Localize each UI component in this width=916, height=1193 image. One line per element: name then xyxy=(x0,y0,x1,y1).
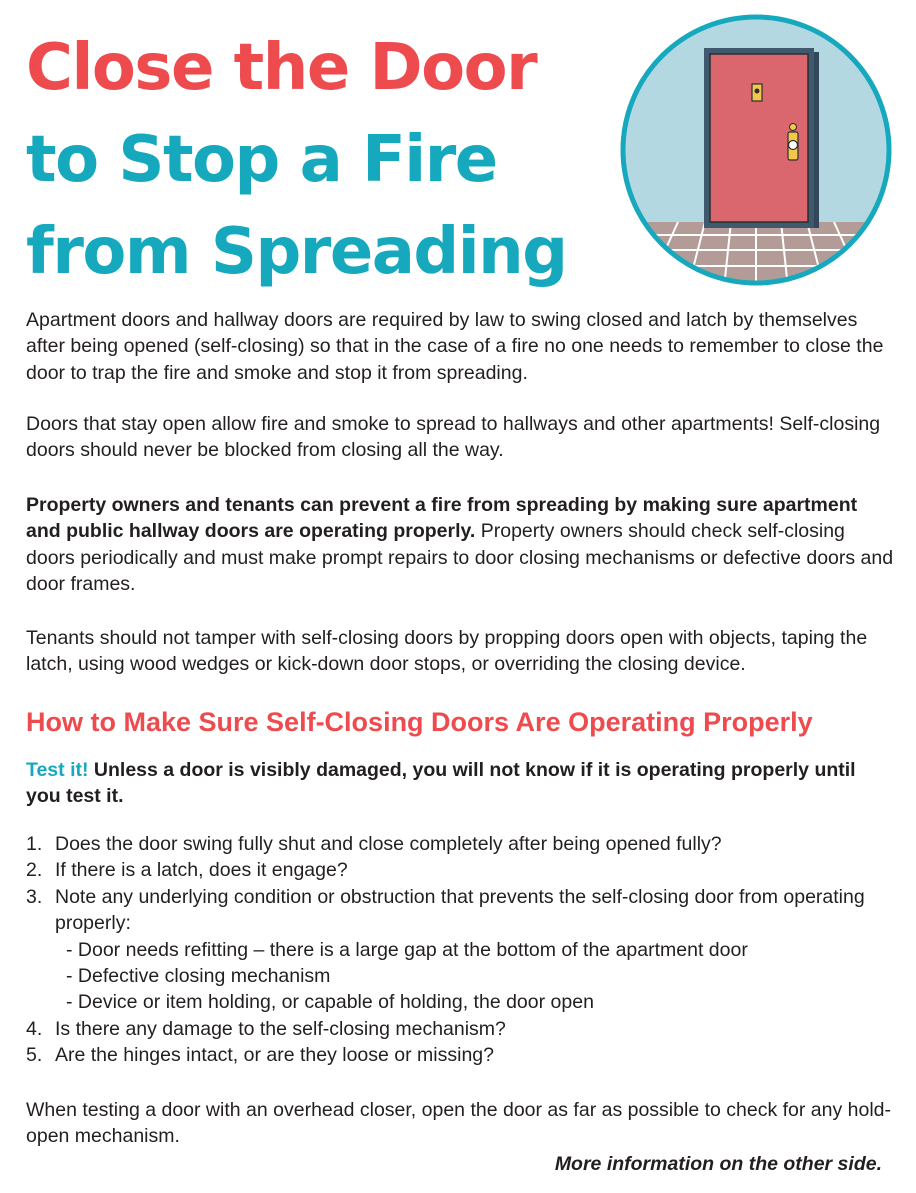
list-item xyxy=(26,831,894,857)
tenants-paragraph: Tenants should not tamper with self-closing doors by propping doors open with objects, taping the latch, using wood wedges or kick-down door stops, or overriding the closing device. xyxy=(26,627,868,676)
list-number: 3. xyxy=(26,885,43,908)
list-number: 1. xyxy=(26,833,43,855)
sub-item: - Door needs refitting – there is a large gap at the bottom of the apartment door xyxy=(66,938,748,961)
list-item xyxy=(26,1042,894,1068)
owners-bold-text: Property owners and tenants can prevent a fire from spreading by making sure apartment and public hallway doors are operating properly. xyxy=(26,494,858,543)
test-it-text: Unless a door is visibly damaged, you will not know if it is operating properly until you test it. xyxy=(26,759,856,807)
title-line-3: from Spreading xyxy=(26,215,567,289)
list-number: 5. xyxy=(26,1044,43,1067)
intro-paragraph-1: Apartment doors and hallway doors are required by law to swing closed and latch by themselves after being opened (self-closing) so that in the case of a fire no one needs to remember to close the door to trap the fire and smoke and stop it from spreading. xyxy=(26,309,884,384)
more-info-note: More information on the other side. xyxy=(554,1153,882,1175)
page-title xyxy=(26,22,567,298)
section-heading: How to Make Sure Self-Closing Doors Are Operating Properly xyxy=(26,707,813,737)
title-line-1: Close the Door xyxy=(26,31,537,105)
owners-text: Property owners should check self-closing doors periodically and must make prompt repairs to door closing mechanisms or defective doors and door frames. xyxy=(26,520,894,596)
intro-paragraph-2: Doors that stay open allow fire and smoke to spread to hallways and other apartments! Self-closing doors should never be blocked from closing all the way. xyxy=(26,413,881,462)
list-item-text: Are the hinges intact, or are they loose or missing? xyxy=(55,1044,494,1067)
list-item-text: Is there any damage to the self-closing mechanism? xyxy=(55,1017,506,1040)
list-item xyxy=(26,857,894,883)
closing-paragraph: When testing a door with an overhead closer, open the door as far as possible to check for any hold-open mechanism. xyxy=(26,1099,892,1148)
title-line-2: to Stop a Fire xyxy=(26,123,497,197)
test-it-paragraph xyxy=(26,757,894,809)
door-illustration xyxy=(618,12,894,288)
owners-paragraph xyxy=(26,492,894,598)
list-item-text: Note any underlying condition or obstruction that prevents the self-closing door from operating properly: xyxy=(55,885,865,935)
list-number: 2. xyxy=(26,859,43,882)
list-item-text: Does the door swing fully shut and close completely after being opened fully? xyxy=(55,833,722,855)
door-icon xyxy=(618,12,894,288)
sub-item: - Device or item holding, or capable of holding, the door open xyxy=(66,991,594,1014)
list-number: 4. xyxy=(26,1017,43,1040)
list-item xyxy=(26,884,894,1016)
list-item xyxy=(26,1016,894,1042)
list-item-text: If there is a latch, does it engage? xyxy=(55,859,348,882)
sub-item: - Defective closing mechanism xyxy=(66,965,331,988)
test-it-label: Test it! xyxy=(26,759,89,781)
checklist xyxy=(26,831,894,1069)
